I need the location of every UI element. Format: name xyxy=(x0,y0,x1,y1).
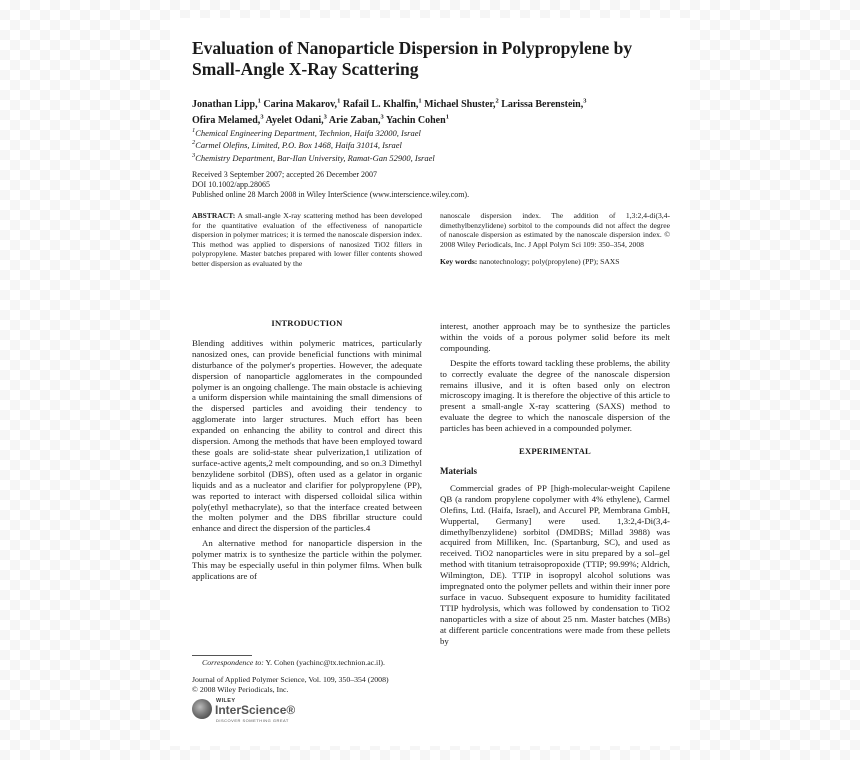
author-list xyxy=(192,96,672,127)
paragraph: Blending additives within polymeric matrices, particularly nanosized ones, can provide beneficial functions with minimal disturbance of the polymer's properties. However, the adequate dispersion of nanoparticle agglomerates in the compounded polymer is an ongoing challenge. The main obstacle is achieving a uniform dispersion while maintaining the small dimensions of the dispersed particles and avoiding their tendency to agglomerate into larger structures. Much effort has been expanded on enhancing the ability to control and direct this dispersion. Among the methods that have been employed toward these goals are solid-state shear pulverization,1 utilization of surface-active agents,2 melt compounding, and so on.3 Dimethyl benzylidene sorbitol (DBS), often used as a gelator in organic liquids and as a nucleator and clarifier for polypropylene (PP), was reported to interact with dispersed colloidal silica within poly(ethyl methacrylate), so that the interface created between the molten polymer and the DBS fibrillar structure could enhance and direct the dispersion of the particles.4 xyxy=(192,337,422,534)
experimental-heading: EXPERIMENTAL xyxy=(519,446,591,457)
abstract-right xyxy=(440,211,670,267)
author: Arie Zaban,$^3$ xyxy=(328,113,384,126)
affiliations xyxy=(192,126,672,163)
footnote-rule xyxy=(192,655,252,656)
paragraph: Despite the efforts toward tackling these problems, the ability to correctly evaluate the degree of the nanoscale dispersion remains illusive, and it is often based only on electron microscopy imaging. It is therefore the objective of this article to present a small-angle X-ray scattering (SAXS) method to evaluate the degree to which the nanoscale dispersion of the particles has been achieved in a compounded polymer. xyxy=(440,357,670,434)
author: Carina Makarov,$^1$ xyxy=(263,98,341,111)
paper-page xyxy=(170,18,690,746)
author: Ofira Melamed,$^3$ xyxy=(192,113,264,126)
author: Yachin Cohen$^1$ xyxy=(385,113,449,126)
publication-dates xyxy=(192,170,672,200)
introduction-heading: INTRODUCTION xyxy=(271,318,343,328)
abstract-text: nanoscale dispersion index. The addition of 1,3:2,4-di(3,4-dimethylbenzylidene) sorbitol to the compounds did not affect the degree of nanoscale dispersion as estimated by the nanoscale dispersion index. © 2008 Wiley Periodicals, Inc. J Appl Polym Sci 109: 350–354, 2008 xyxy=(440,211,670,249)
copyright: © 2008 Wiley Periodicals, Inc. xyxy=(192,684,289,694)
correspondence-text: Y. Cohen (yachinc@tx.technion.ac.il). xyxy=(265,658,385,667)
paper-title: Evaluation of Nanoparticle Dispersion in Polypropylene by Small-Angle X-Ray Scattering xyxy=(192,38,633,79)
doi: DOI 10.1002/app.28065 xyxy=(192,180,270,189)
materials-heading: Materials xyxy=(440,465,477,476)
abstract-text: A small-angle X-ray scattering method has been developed for the quantitative evaluation of the effectiveness of nanoparticle dispersion in polymer matrices; it is termed the nanoscale dispersion index. This method was applied to dispersions of nanosized TiO2 fillers in polypropylene. Master batches prepared with lower filler contents showed better dispersion as evaluated by the xyxy=(192,211,422,268)
keywords-label: Key words: xyxy=(440,257,478,267)
author: Rafail L. Khalfin,$^1$ xyxy=(342,98,422,111)
paragraph: interest, another approach may be to synthesize the particles within the voids of a porous polymer solid before its melt compounding. xyxy=(440,321,670,353)
abstract-label: ABSTRACT: xyxy=(192,211,236,220)
author: Jonathan Lipp,$^1$ xyxy=(192,98,261,111)
correspondence-label: Correspondence to: xyxy=(202,658,264,667)
affiliation: $^3$Chemistry Department, Bar-Ilan University, Ramat-Gan 52900, Israel xyxy=(192,151,435,163)
received-date: Received 3 September 2007; accepted 26 December 2007 xyxy=(192,170,378,179)
column-right xyxy=(440,321,670,646)
logo-tagline: DISCOVER SOMETHING GREAT xyxy=(216,718,289,723)
paragraph: An alternative method for nanoparticle dispersion in the polymer matrix is to synthesize the particle within the polymer. This may be especially useful in thin polymer films. When bulk applications are of xyxy=(192,538,422,581)
logo-globe-icon xyxy=(192,699,212,719)
author: Ayelet Odani,$^3$ xyxy=(265,113,327,126)
keywords-text: nanotechnology; poly(propylene) (PP); SAXS xyxy=(479,257,620,267)
published-date: Published online 28 March 2008 in Wiley InterScience (www.interscience.wiley.com). xyxy=(192,190,470,199)
column-left xyxy=(192,318,422,582)
interscience-logo xyxy=(192,698,342,724)
affiliation: $^1$Chemical Engineering Department, Technion, Haifa 32000, Israel xyxy=(192,127,421,138)
journal-line: Journal of Applied Polymer Science, Vol. 109, 350–354 (2008) xyxy=(192,675,389,684)
correspondence xyxy=(202,658,422,668)
keywords xyxy=(440,257,670,267)
logo-name: InterScience® xyxy=(215,703,296,717)
affiliation: $^2$Carmel Olefins, Limited, P.O. Box 1468, Haifa 31014, Israel xyxy=(192,139,402,151)
paragraph: Commercial grades of PP [high-molecular-weight Capilene QB (a random propylene copolymer with 4% ethylene), Carmel Olefins, Ltd. (Haifa, Israel), and Accurel PP, Membrana GmbH, Wuppertal, Germany] were used. 1,3:2,4-Di(3,4-dimethylbenzylidene) sorbitol (DMDBS; Millad 3988) was acquired from Milliken, Inc. (Spartanburg, SC), and used as received. TiO2 nanoparticles were in situ prepared by a sol–gel method with titanium tetraisopropoxide (TTIP; 99.99%; Aldrich, Wilmington, DE). TTIP in isopropyl alcohol solutions was impregnated onto the polymer pellets and within their inner pore surface in vacuo. Subsequent exposure to humidity facilitated TTIP hydrolysis, which was followed by condensation to TiO2 nanoparticles with a size of about 25 nm. Master batches (MBs) at different particle concentrations were made from these pellets by xyxy=(440,482,670,646)
logo-wiley: WILEY xyxy=(216,698,236,704)
author: Larissa Berenstein,$^3$ xyxy=(501,98,587,111)
author: Michael Shuster,$^2$ xyxy=(424,98,499,111)
abstract-left xyxy=(192,211,422,269)
journal-info xyxy=(192,675,422,694)
